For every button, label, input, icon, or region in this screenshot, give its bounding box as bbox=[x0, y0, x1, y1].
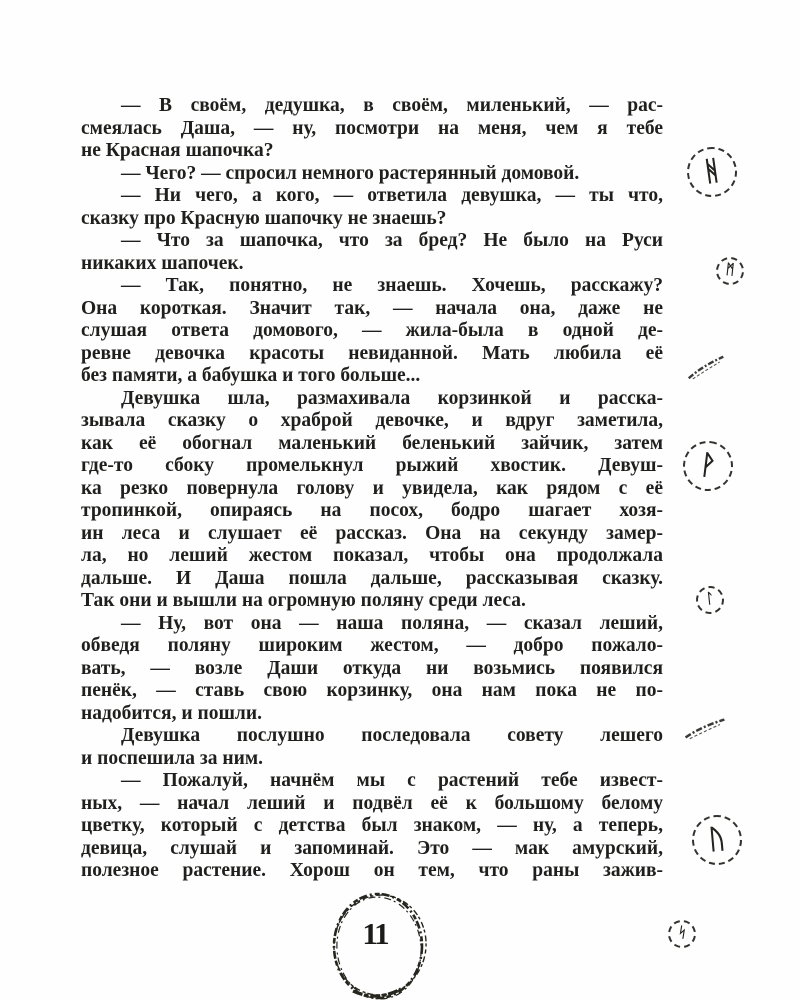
text-line: смеялась Даша, — ну, посмотри на меня, чем я тебе bbox=[81, 117, 663, 139]
text-line: сказку про Красную шапочку не знаешь? bbox=[81, 207, 447, 229]
text-line: ин леса и слушает её рассказ. Она на секунду замер- bbox=[81, 522, 663, 544]
laguz-rune-icon-glyph: ᛚ bbox=[704, 590, 715, 608]
text-line: Девушка шла, размахивала корзинкой и расска- bbox=[121, 387, 663, 409]
text-line: надобится, и пошли. bbox=[81, 702, 262, 724]
text-line: как её обогнал маленький беленький зайчик, затем bbox=[81, 432, 663, 454]
uruz-rune-icon bbox=[690, 813, 744, 867]
text-line: вать, — возле Даши откуда ни возьмись появился bbox=[81, 657, 663, 679]
ink-smudge bbox=[683, 713, 726, 743]
text-line: — Что за шапочка, что за бред? Не было на Руси bbox=[121, 230, 663, 251]
text-line: — Пожалуй, начнём мы с растений тебе извест- bbox=[121, 770, 663, 791]
text-line: пенёк, — ставь свою корзинку, она нам пока не по- bbox=[81, 680, 663, 701]
text-line: — Ни чего, а кого, — ответила девушка, — ты что, bbox=[121, 185, 663, 206]
text-line: где-то сбоку промелькнул рыжий хвостик. Девуш- bbox=[81, 455, 663, 476]
wunjo-rune-icon bbox=[680, 438, 736, 494]
laguz-rune-icon bbox=[695, 585, 726, 616]
text-line: ревне девочка красоты невиданной. Мать любила её bbox=[81, 342, 663, 364]
ink-smudge bbox=[685, 353, 727, 382]
wunjo-rune-icon-glyph: ᚹ bbox=[698, 448, 719, 482]
sowilo-rune-icon-glyph: ᛋ bbox=[676, 924, 688, 942]
text-line: и поспешила за ним. bbox=[81, 747, 263, 769]
text-line: Девушка послушно последовала совету лешего bbox=[121, 725, 663, 746]
hagalaz-rune-icon-glyph: ᚻ bbox=[701, 154, 723, 188]
page-number: 11 bbox=[362, 916, 388, 951]
text-line: — Ну, вот она — наша поляна, — сказал леший, bbox=[121, 612, 663, 634]
text-line: тропинкой, опираясь на посох, бодро шагает хозя- bbox=[81, 500, 663, 521]
page-text bbox=[81, 95, 663, 883]
text-line: Она короткая. Значит так, — начала она, даже не bbox=[81, 297, 663, 319]
text-line: зывала сказку о храброй девочке, и вдруг заметила, bbox=[81, 410, 663, 431]
text-line: слушая ответа домового, — жила-была в одной де- bbox=[81, 320, 663, 341]
text-line: ных, — начал леший и подвёл её к большому белому bbox=[81, 792, 663, 814]
text-line: — Так, понятно, не знаешь. Хочешь, расскажу? bbox=[121, 275, 663, 296]
text-line: ка резко повернула голову и увидела, как рядом с её bbox=[81, 477, 663, 499]
mannaz-rune-icon-glyph: ᛗ bbox=[725, 261, 736, 279]
text-line: Так они и вышли на огромную поляну среди леса. bbox=[81, 590, 526, 611]
text-line: обведя поляну широким жестом, — добро пожало- bbox=[81, 635, 663, 656]
text-line: ла, но леший жестом показал, чтобы она продолжала bbox=[81, 545, 663, 566]
mannaz-rune-icon bbox=[715, 256, 746, 287]
text-line: девица, слушай и запоминай. Это — мак амурский, bbox=[81, 837, 663, 859]
uruz-rune-icon-glyph: ᚢ bbox=[707, 822, 727, 856]
text-line: дальше. И Даша пошла дальше, рассказывая сказку. bbox=[81, 567, 663, 589]
text-line: не Красная шапочка? bbox=[81, 140, 274, 161]
text-line: полезное растение. Хорош он тем, что раны зажив- bbox=[81, 860, 663, 881]
text-line: никаких шапочек. bbox=[81, 252, 244, 274]
text-line: — Чего? — спросил немного растерянный домовой. bbox=[121, 162, 580, 184]
text-line: — В своём, дедушка, в своём, миленький, — рас- bbox=[121, 95, 663, 116]
text-line: без памяти, а бабушка и того больше... bbox=[81, 365, 421, 386]
hagalaz-rune-icon bbox=[684, 144, 740, 200]
text-line: цветку, который с детства был знаком, — ну, а теперь, bbox=[81, 815, 663, 836]
sowilo-rune-icon bbox=[666, 918, 698, 950]
page-number-ornament bbox=[325, 888, 435, 1000]
